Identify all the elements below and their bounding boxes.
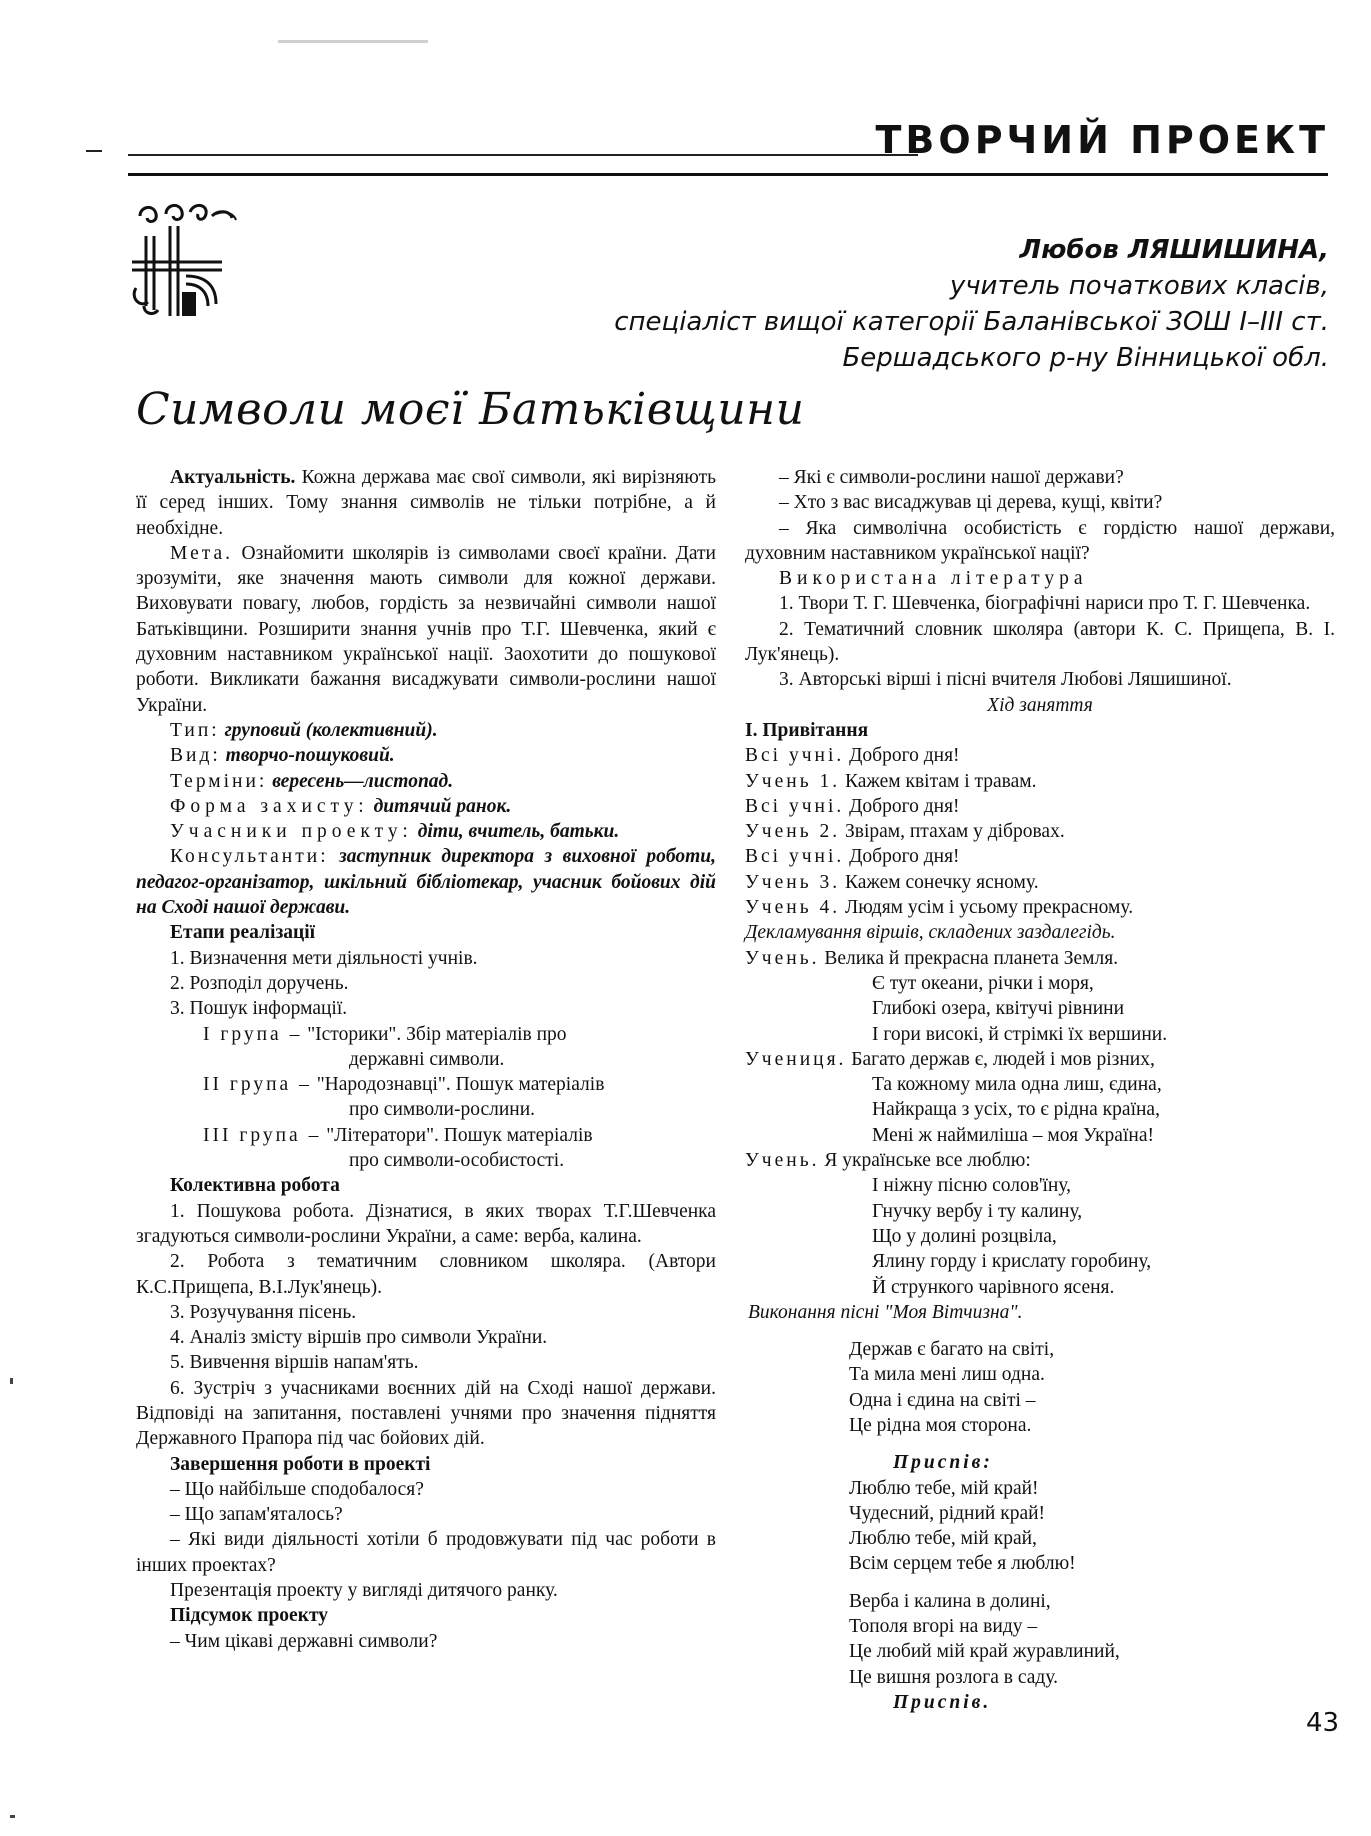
dialogue-line: Учень 4. Людям усім і усьому прекрасному.: [745, 897, 1134, 919]
group-item: І група – "Історики". Збір матеріалів про: [203, 1023, 567, 1045]
poem-line: І ніжну пісню солов'їну,: [872, 1175, 1072, 1197]
completion-heading: Завершення роботи в проекті: [170, 1453, 431, 1475]
participants-line: Учасники проекту: діти, вчитель, батьки.: [170, 821, 620, 843]
list-item: 6. Зустріч з учасниками воєнних дій на Сході нашої держави. Відповіді на запитання, поставлені учнями про значення підняття Державного Прапора під час бойових дій.: [136, 1377, 716, 1450]
goal-paragraph: Мета. Ознайомити школярів із символами своєї країни. Дати зрозуміти, яке значення мають символи для кожної держави. Виховувати повагу, любов, гордість за незвичайні символи нашої Батьківщини. Розширити знання учнів про Т.Г. Шевченка, який є духовним наставником української нації. Заохотити до пошукової роботи. Викликати бажання висаджувати символи-рослини нашої України.: [136, 542, 716, 716]
scan-speck: [10, 1378, 13, 1384]
list-item: 2. Розподіл доручень.: [170, 972, 349, 994]
type-line: Тип: груповий (колективний).: [170, 719, 438, 741]
question-item: – Які є символи-рослини нашої держави?: [779, 467, 1124, 488]
section-title: ТВОРЧИЙ ПРОЕКТ: [875, 118, 1329, 162]
literature-item: 1. Твори Т. Г. Шевченка, біографічні нариси про Т. Г. Шевченка.: [779, 593, 1311, 615]
chorus-label: Приспів:: [893, 1452, 993, 1474]
dialogue-line: Учень 1. Кажем квітам і травам.: [745, 770, 1037, 792]
poem-line: Учень. Я українське все люблю:: [745, 1150, 1031, 1172]
right-column: [745, 465, 1335, 1715]
song-line: Це любий мій край журавлиний,: [849, 1641, 1120, 1663]
poem-line: Гнучку вербу і ту калину,: [872, 1200, 1083, 1222]
group-item: ІІ група – "Народознавці". Пошук матеріалів: [203, 1074, 605, 1096]
poem-line: Є тут океани, річки і моря,: [872, 972, 1094, 994]
song-line: Одна і єдина на світі –: [849, 1389, 1036, 1411]
question-item: – Чим цікаві державні символи?: [170, 1630, 438, 1652]
dialogue-line: Учень 3. Кажем сонечку ясному.: [745, 871, 1039, 893]
kind-line: Вид: творчо-пошуковий.: [170, 745, 395, 767]
author-school: спеціаліст вищої категорії Баланівської ЗОШ І–ІІІ ст.: [614, 307, 1329, 337]
header-underline: [128, 173, 1328, 176]
list-item: 3. Розучування пісень.: [170, 1301, 357, 1323]
consultants-paragraph: Консультанти: заступник директора з виховної роботи, педагог-організатор, шкільний бібліотекар, учасник бойових дій на Сході нашої держави.: [136, 846, 716, 919]
header-mark: [86, 150, 102, 152]
defense-line: Форма захисту: дитячий ранок.: [170, 795, 512, 817]
relevance-paragraph: Актуальність. Кожна держава має свої символи, які вирізняють її серед інших. Тому знання символів не тільки потрібне, а й необхідне.: [136, 467, 716, 539]
poem-line: Ялину горду і крислату горобину,: [872, 1251, 1152, 1273]
dialogue-line: Всі учні. Доброго дня!: [745, 846, 960, 868]
left-column: [136, 465, 716, 1654]
terms-line: Терміни: вересень—листопад.: [170, 770, 454, 792]
song-line: Та мила мені лиш одна.: [849, 1364, 1045, 1386]
dialogue-line: Учень 2. Звірам, птахам у дібровах.: [745, 821, 1065, 843]
poem-line: Учениця. Багато держав є, людей і мов різних,: [745, 1048, 1155, 1070]
scan-noise: [278, 40, 428, 43]
question-item: – Що запам'яталось?: [170, 1504, 343, 1526]
song-line: Люблю тебе, мій край!: [849, 1477, 1039, 1499]
poem-line: І гори високі, й стрімкі їх вершини.: [872, 1023, 1168, 1045]
dialogue-line: Всі учні. Доброго дня!: [745, 745, 960, 767]
summary-heading: Підсумок проекту: [170, 1605, 329, 1627]
author-district: Бершадського р-ну Вінницької обл.: [842, 343, 1329, 373]
poem-line: Учень. Велика й прекрасна планета Земля.: [745, 947, 1119, 969]
song-note: Виконання пісні "Моя Вітчизна".: [748, 1301, 1023, 1323]
stages-heading: Етапи реалізації: [170, 922, 316, 944]
author-position: учитель початкових класів,: [949, 271, 1329, 301]
song-line: Всім серцем тебе я люблю!: [849, 1553, 1076, 1575]
poem-line: Глибокі озера, квітучі рівнини: [872, 998, 1125, 1020]
header-rule: [128, 154, 918, 156]
song-line: Це вишня розлога в саду.: [849, 1666, 1058, 1688]
spacer: [745, 1325, 1335, 1337]
list-item: 1. Пошукова робота. Дізнатися, в яких творах Т.Г.Шевченка згадуються символи-рослини України, а саме: верба, калина.: [136, 1200, 716, 1247]
spacer: [745, 1577, 1335, 1589]
song-line: Чудесний, рідний край!: [849, 1502, 1046, 1524]
author-name: Любов ЛЯШИШИНА,: [1019, 235, 1329, 265]
song-line: Держав є багато на світі,: [849, 1339, 1055, 1361]
poem-line: Що у долині розцвіла,: [872, 1225, 1057, 1247]
song-line: Тополя вгорі на виду –: [849, 1616, 1038, 1638]
literature-item: 2. Тематичний словник школяра (автори К. С. Прищепа, В. І. Лук'янець).: [745, 618, 1335, 666]
question-item: – Що найбільше сподобалося?: [170, 1478, 424, 1500]
song-line: Це рідна моя сторона.: [849, 1414, 1032, 1436]
collective-heading: Колективна робота: [170, 1175, 340, 1197]
song-line: Верба і калина в долині,: [849, 1590, 1051, 1612]
list-item: 5. Вивчення віршів напам'ять.: [170, 1352, 419, 1374]
author-block: [614, 232, 1329, 376]
song-line: Люблю тебе, мій край,: [849, 1528, 1037, 1550]
dialogue-line: Всі учні. Доброго дня!: [745, 795, 960, 817]
page-number: 43: [1306, 1708, 1340, 1738]
question-item: – Хто з вас висаджував ці дерева, кущі, квіти?: [779, 492, 1163, 514]
group-item-cont: про символи-особистості.: [349, 1150, 565, 1172]
lesson-heading: Хід заняття: [987, 694, 1093, 716]
list-item: 3. Пошук інформації.: [170, 998, 348, 1020]
article-title: Символи моєї Батьківщини: [136, 384, 805, 435]
scan-speck: [10, 1815, 15, 1818]
ornament-icon: [126, 196, 256, 326]
literature-heading: Використана література: [779, 568, 1088, 590]
group-item-cont: про символи-рослини.: [349, 1099, 536, 1121]
literature-item: 3. Авторські вірші і пісні вчителя Любові Ляшишиної.: [779, 669, 1232, 691]
group-item-cont: державні символи.: [349, 1048, 505, 1070]
recitation-note: Декламування віршів, складених заздалегідь.: [745, 922, 1116, 944]
chorus-label: Приспів.: [893, 1691, 992, 1713]
presentation-line: Презентація проекту у вигляді дитячого ранку.: [170, 1580, 558, 1602]
group-item: ІІІ група – "Літератори". Пошук матеріалів: [203, 1124, 593, 1146]
list-item: 4. Аналіз змісту віршів про символи України.: [170, 1327, 548, 1349]
poem-line: Та кожному мила одна лиш, єдина,: [872, 1074, 1162, 1096]
poem-line: Найкраща з усіх, то є рідна країна,: [872, 1099, 1160, 1121]
poem-line: Й стрункого чарівного ясеня.: [872, 1276, 1115, 1298]
list-item: 2. Робота з тематичним словником школяра. (Автори К.С.Прищепа, В.І.Лук'янець).: [136, 1251, 716, 1298]
spacer: [745, 1438, 1335, 1450]
list-item: 1. Визначення мети діяльності учнів.: [170, 947, 478, 969]
question-item: – Яка символічна особистість є гордістю нашої держави, духовним наставником української нації?: [745, 517, 1335, 564]
greeting-heading: І. Привітання: [745, 719, 869, 741]
poem-line: Мені ж наймиліша – моя Україна!: [872, 1124, 1154, 1146]
question-item: – Які види діяльності хотіли б продовжувати під час роботи в інших проектах?: [136, 1529, 716, 1576]
